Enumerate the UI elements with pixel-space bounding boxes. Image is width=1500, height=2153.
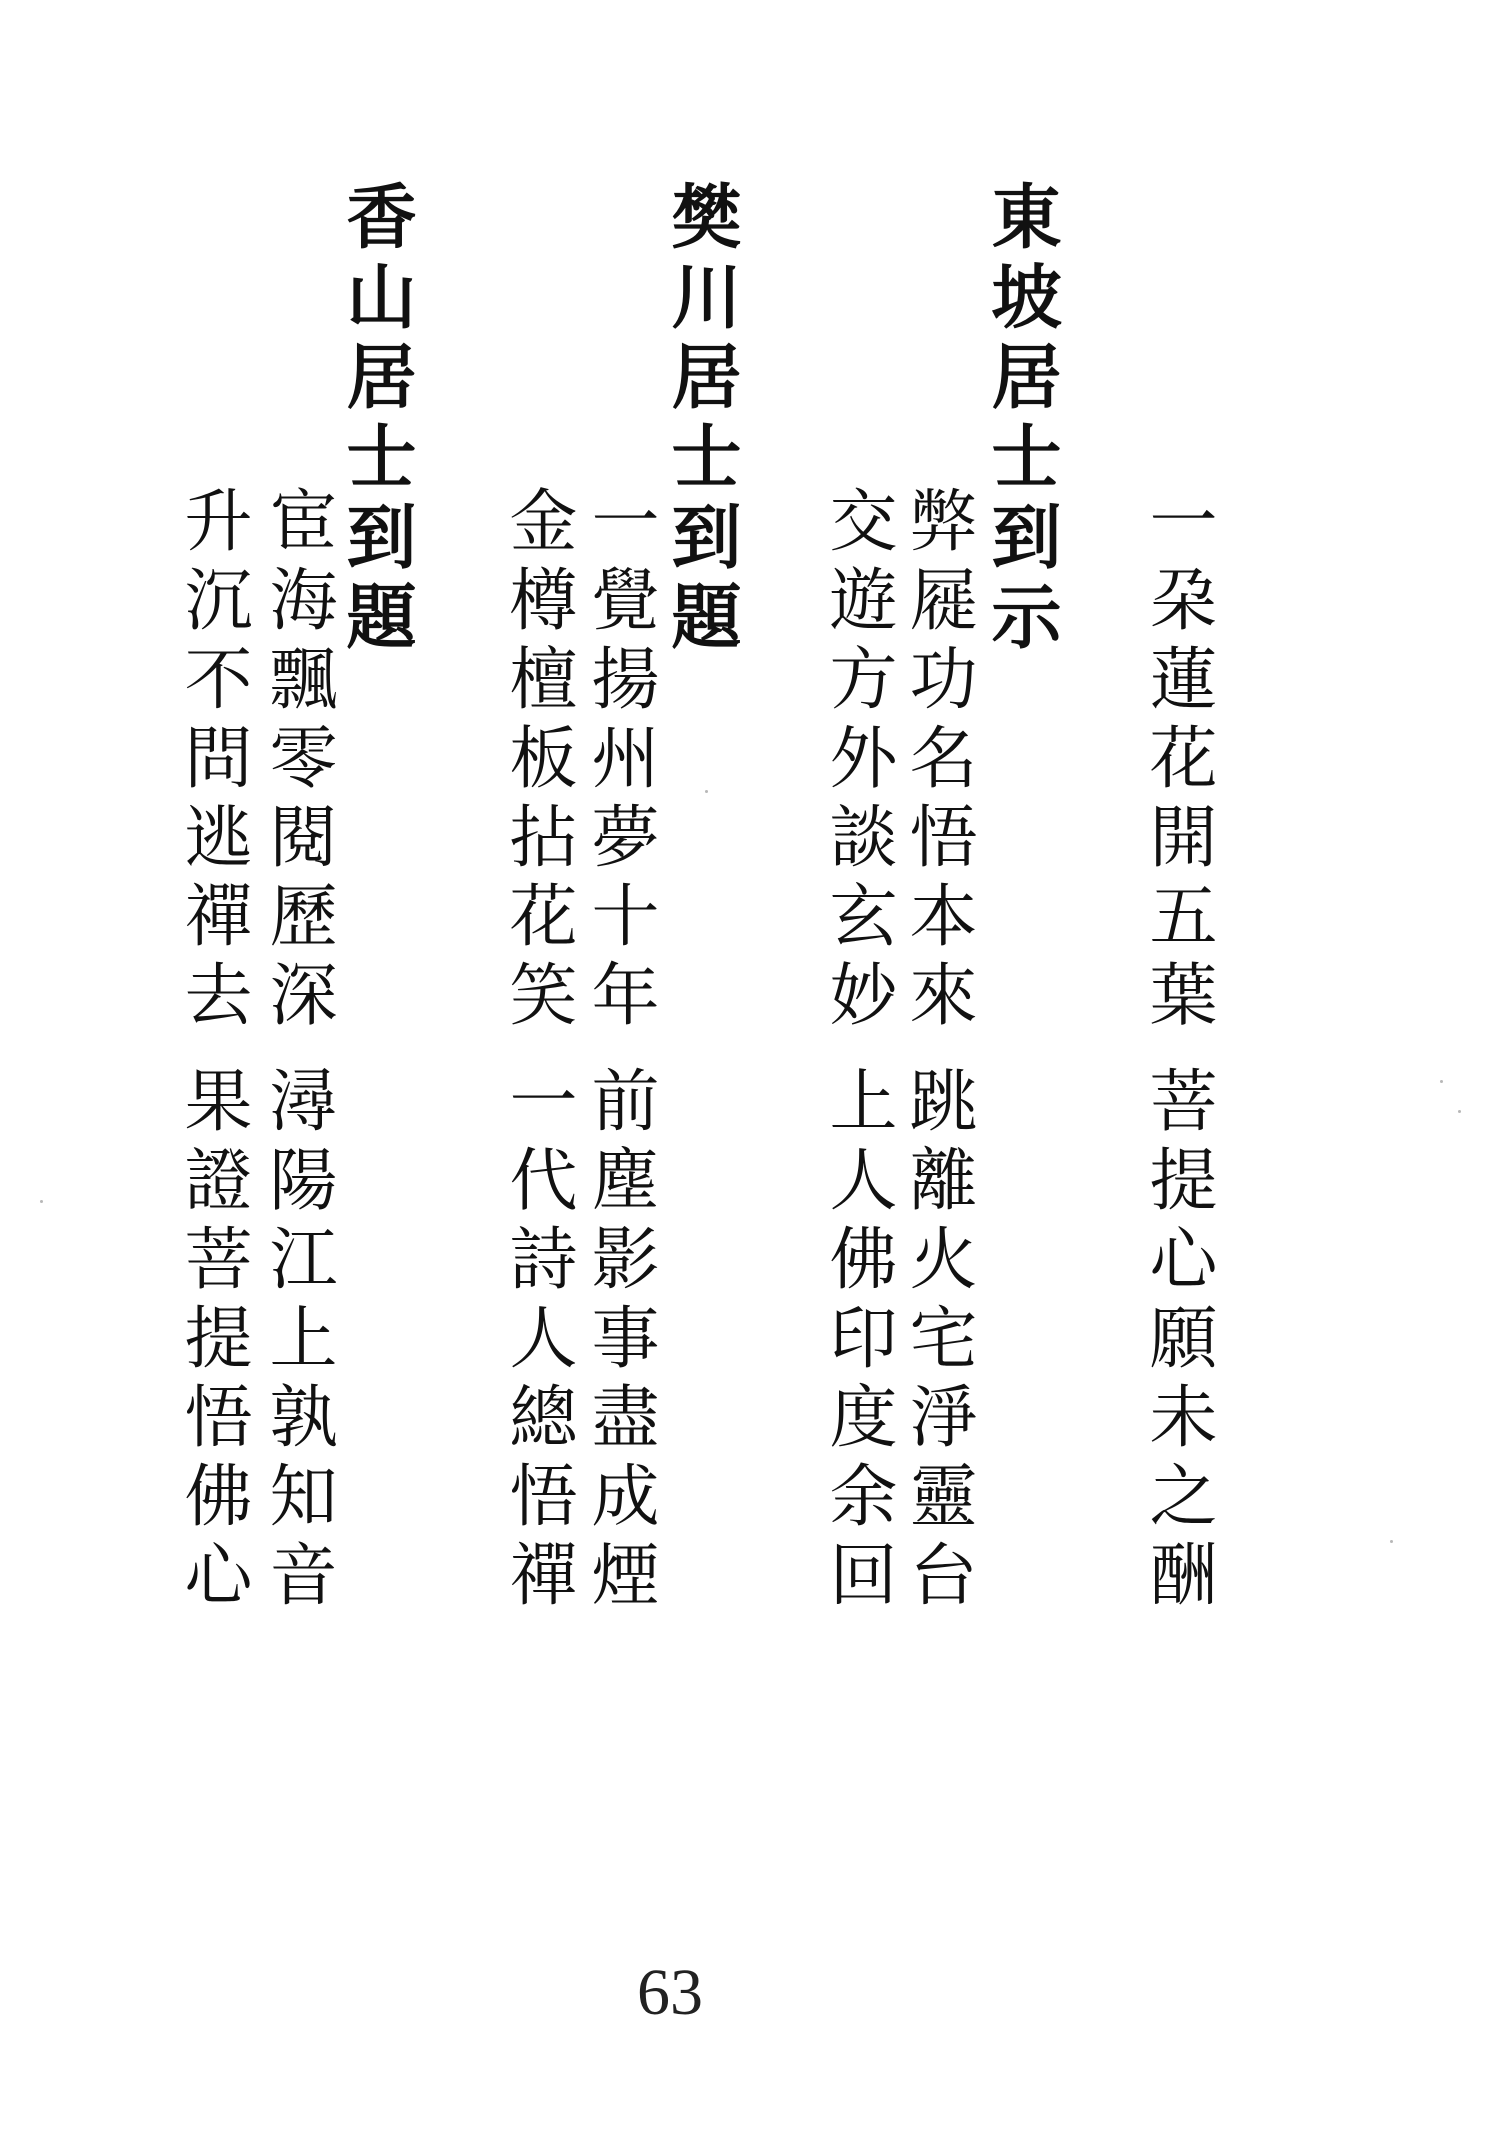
verse-line: 上人佛印度余回 xyxy=(818,1065,897,1618)
verse-line: 交遊方外談玄妙 xyxy=(818,485,897,1038)
verse-column-10 xyxy=(160,0,252,1618)
verse-line: 一覺揚州夢十年 xyxy=(580,485,659,1038)
verse-line: 金樽檀板拈花笑 xyxy=(498,485,577,1038)
verse-line: 一朶蓮花開五葉 xyxy=(1138,485,1217,1038)
section-heading-fanchuan xyxy=(650,0,742,660)
verse-column-9 xyxy=(245,0,337,1618)
verse-line: 升沉不問逃禪去 xyxy=(173,485,252,1038)
section-heading-dongpo xyxy=(970,0,1062,660)
verse-line: 跳離火宅淨靈台 xyxy=(898,1065,977,1618)
verse-line: 宦海飄零閱歷深 xyxy=(258,485,337,1038)
verse-line: 前塵影事盡成煙 xyxy=(580,1065,659,1618)
verse-line: 潯陽江上孰知音 xyxy=(258,1065,337,1618)
verse-column-1 xyxy=(1125,0,1217,1618)
scan-speck xyxy=(1390,1540,1393,1543)
verse-line: 果證菩提悟佛心 xyxy=(173,1065,252,1618)
section-heading: 樊川居士到題 xyxy=(660,180,742,660)
verse-line: 菩提心願未之酬 xyxy=(1138,1065,1217,1618)
verse-line: 弊屣功名悟本來 xyxy=(898,485,977,1038)
section-heading-xiangshan xyxy=(325,0,417,660)
verse-line: 一代詩人總悟禪 xyxy=(498,1065,577,1618)
section-heading: 香山居士到題 xyxy=(335,180,417,660)
page-number: 63 xyxy=(637,1956,703,2029)
scan-speck xyxy=(1440,1080,1443,1083)
scan-speck xyxy=(705,790,708,793)
scan-speck xyxy=(40,1200,43,1203)
verse-column-6 xyxy=(567,0,659,1618)
verse-column-4 xyxy=(805,0,897,1618)
verse-column-3 xyxy=(885,0,977,1618)
verse-column-7 xyxy=(485,0,577,1618)
section-heading: 東坡居士到示 xyxy=(980,180,1062,660)
scan-speck xyxy=(1458,1110,1461,1113)
